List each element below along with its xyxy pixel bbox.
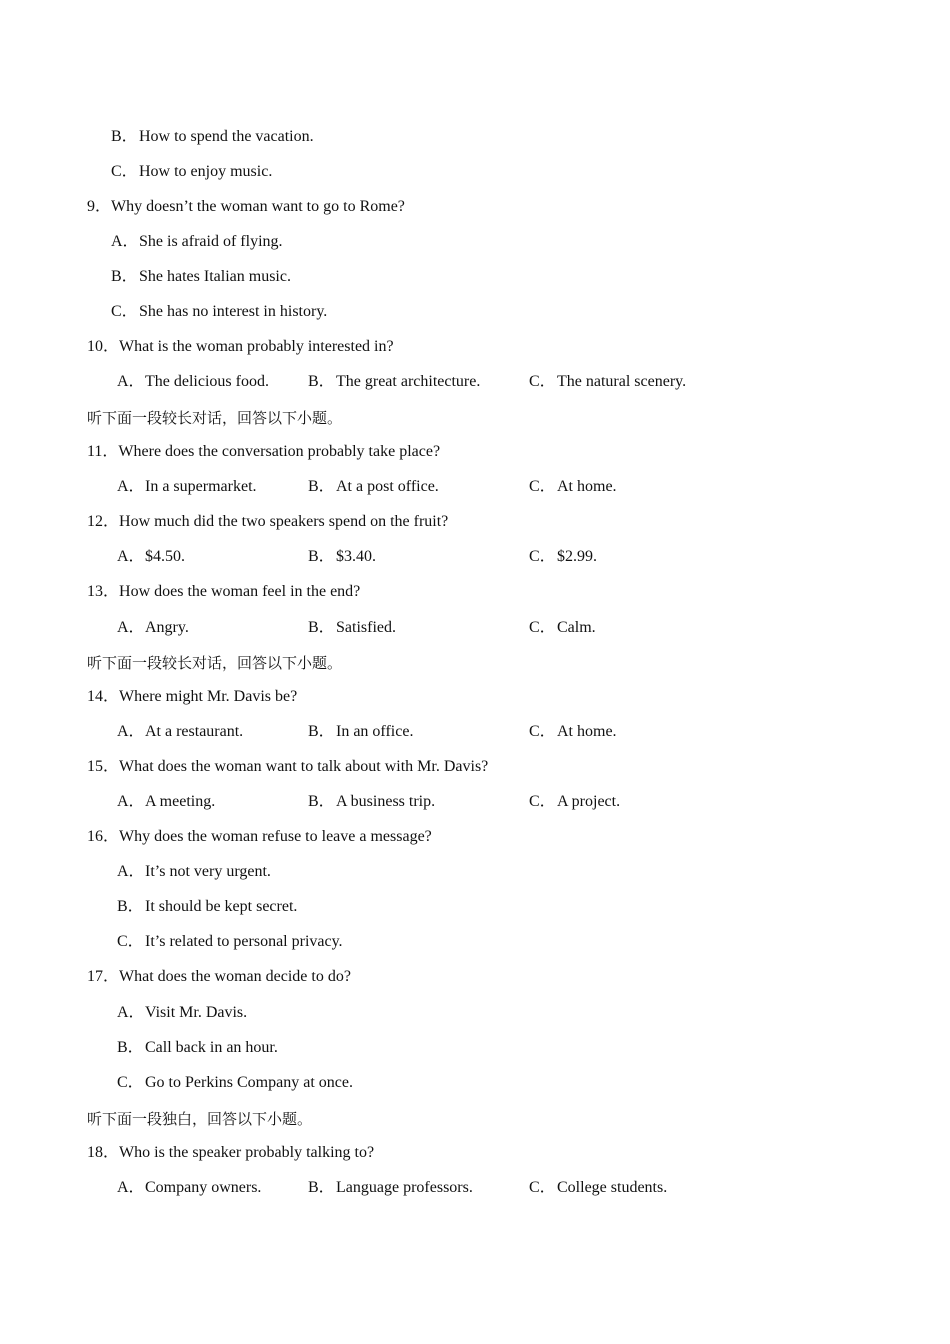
option-label: C． — [529, 793, 556, 810]
q16-option-b — [117, 897, 297, 917]
option-text: $2.99. — [557, 548, 597, 565]
q10-option-b — [308, 372, 480, 392]
question-9 — [87, 197, 405, 217]
option-label: C． — [117, 1074, 144, 1091]
q14-option-c — [529, 722, 617, 742]
question-text: What does the woman decide to do? — [119, 968, 351, 985]
option-text: College students. — [557, 1179, 668, 1196]
option-text: At a restaurant. — [145, 723, 244, 740]
q18-option-a — [117, 1178, 261, 1198]
question-number: 14． — [87, 688, 120, 705]
option-label: C． — [529, 723, 556, 740]
question-number: 12． — [87, 513, 120, 530]
option-label: B． — [117, 898, 144, 915]
option-label: C． — [529, 548, 556, 565]
question-14 — [87, 687, 297, 707]
option-text: In a supermarket. — [145, 478, 257, 495]
option-label: B． — [117, 1039, 144, 1056]
q11-option-c — [529, 477, 617, 497]
question-number: 13． — [87, 583, 120, 600]
option-text: Visit Mr. Davis. — [145, 1004, 248, 1021]
option-text: How to enjoy music. — [139, 163, 273, 180]
option-label: B． — [111, 268, 138, 285]
q11-option-a — [117, 477, 257, 497]
option-text: How to spend the vacation. — [139, 128, 314, 145]
option-text: The natural scenery. — [557, 373, 687, 390]
question-text: Where might Mr. Davis be? — [119, 688, 298, 705]
question-text: What does the woman want to talk about with Mr. Davis? — [119, 758, 489, 775]
option-text: She is afraid of flying. — [139, 233, 283, 250]
option-text: It should be kept secret. — [145, 898, 298, 915]
option-text: At a post office. — [336, 478, 439, 495]
question-11 — [87, 442, 440, 462]
option-label: B． — [308, 373, 335, 390]
option-label: A． — [117, 863, 145, 880]
option-text: Calm. — [557, 619, 596, 636]
option-label: C． — [529, 619, 556, 636]
q17-option-a — [117, 1003, 247, 1023]
option-text: Language professors. — [336, 1179, 473, 1196]
q13-option-b — [308, 618, 396, 638]
option-label: C． — [529, 1179, 556, 1196]
question-15 — [87, 757, 488, 777]
q13-option-c — [529, 618, 596, 638]
q9-option-b — [111, 267, 291, 287]
option-label: A． — [117, 1004, 145, 1021]
q10-option-a — [117, 372, 269, 392]
q17-option-b — [117, 1038, 278, 1058]
q14-option-a — [117, 722, 243, 742]
q11-option-b — [308, 477, 439, 497]
question-number: 17． — [87, 968, 120, 985]
question-number: 16． — [87, 828, 120, 845]
option-label: A． — [117, 1179, 145, 1196]
question-number: 9． — [87, 198, 112, 215]
option-text: The delicious food. — [145, 373, 269, 390]
question-10 — [87, 337, 394, 357]
question-text: Where does the conversation probably take place? — [118, 443, 441, 460]
option-text: At home. — [557, 478, 617, 495]
option-label: A． — [117, 723, 145, 740]
option-text: Company owners. — [145, 1179, 262, 1196]
q13-option-a — [117, 618, 189, 638]
q18-option-b — [308, 1178, 473, 1198]
q12-option-a — [117, 547, 185, 567]
q9-option-a — [111, 232, 283, 252]
q15-option-a — [117, 792, 215, 812]
option-label: B． — [308, 723, 335, 740]
option-text: A project. — [557, 793, 621, 810]
q14-option-b — [308, 722, 413, 742]
option-text: It’s related to personal privacy. — [145, 933, 343, 950]
question-text: How does the woman feel in the end? — [119, 583, 361, 600]
question-number: 11． — [87, 443, 119, 460]
q16-option-a — [117, 862, 271, 882]
q9-option-c — [111, 302, 327, 322]
option-text: $3.40. — [336, 548, 376, 565]
q16-option-c — [117, 932, 343, 952]
q15-option-c — [529, 792, 620, 812]
option-text: Satisfied. — [336, 619, 396, 636]
section-instruction: 听下面一段较长对话，回答以下小题。 — [87, 409, 343, 427]
option-label: B． — [308, 478, 335, 495]
section-instruction: 听下面一段独白，回答以下小题。 — [87, 1110, 313, 1128]
option-text: She has no interest in history. — [139, 303, 328, 320]
question-text: What is the woman probably interested in? — [119, 338, 394, 355]
section-instruction: 听下面一段较长对话，回答以下小题。 — [87, 654, 343, 672]
question-text: Who is the speaker probably talking to? — [119, 1144, 375, 1161]
option-label: A． — [117, 793, 145, 810]
option-text: A business trip. — [336, 793, 436, 810]
question-number: 18． — [87, 1144, 120, 1161]
q18-option-c — [529, 1178, 667, 1198]
option-label: A． — [117, 373, 145, 390]
option-label: B． — [308, 1179, 335, 1196]
question-17 — [87, 967, 351, 987]
question-text: Why does the woman refuse to leave a message? — [119, 828, 432, 845]
q12-option-b — [308, 547, 376, 567]
q8-option-c — [111, 162, 272, 182]
option-text: In an office. — [336, 723, 414, 740]
option-label: A． — [117, 478, 145, 495]
question-number: 10． — [87, 338, 120, 355]
option-label: A． — [111, 233, 139, 250]
option-text: She hates Italian music. — [139, 268, 291, 285]
option-label: B． — [308, 793, 335, 810]
question-number: 15． — [87, 758, 120, 775]
question-13 — [87, 582, 360, 602]
option-label: B． — [111, 128, 138, 145]
option-label: B． — [308, 548, 335, 565]
option-text: $4.50. — [145, 548, 185, 565]
option-label: B． — [308, 619, 335, 636]
option-label: C． — [117, 933, 144, 950]
option-text: It’s not very urgent. — [145, 863, 271, 880]
option-text: Angry. — [145, 619, 189, 636]
q15-option-b — [308, 792, 435, 812]
question-16 — [87, 827, 432, 847]
q8-option-b — [111, 127, 314, 147]
question-18 — [87, 1143, 374, 1163]
option-label: C． — [529, 373, 556, 390]
option-text: Go to Perkins Company at once. — [145, 1074, 353, 1091]
q17-option-c — [117, 1073, 353, 1093]
option-label: C． — [529, 478, 556, 495]
question-12 — [87, 512, 448, 532]
option-label: A． — [117, 619, 145, 636]
q10-option-c — [529, 372, 686, 392]
option-text: The great architecture. — [336, 373, 481, 390]
option-label: A． — [117, 548, 145, 565]
question-text: Why doesn’t the woman want to go to Rome? — [111, 198, 405, 215]
option-text: Call back in an hour. — [145, 1039, 278, 1056]
option-label: C． — [111, 163, 138, 180]
option-label: C． — [111, 303, 138, 320]
q12-option-c — [529, 547, 597, 567]
option-text: A meeting. — [145, 793, 216, 810]
question-text: How much did the two speakers spend on the fruit? — [119, 513, 449, 530]
option-text: At home. — [557, 723, 617, 740]
